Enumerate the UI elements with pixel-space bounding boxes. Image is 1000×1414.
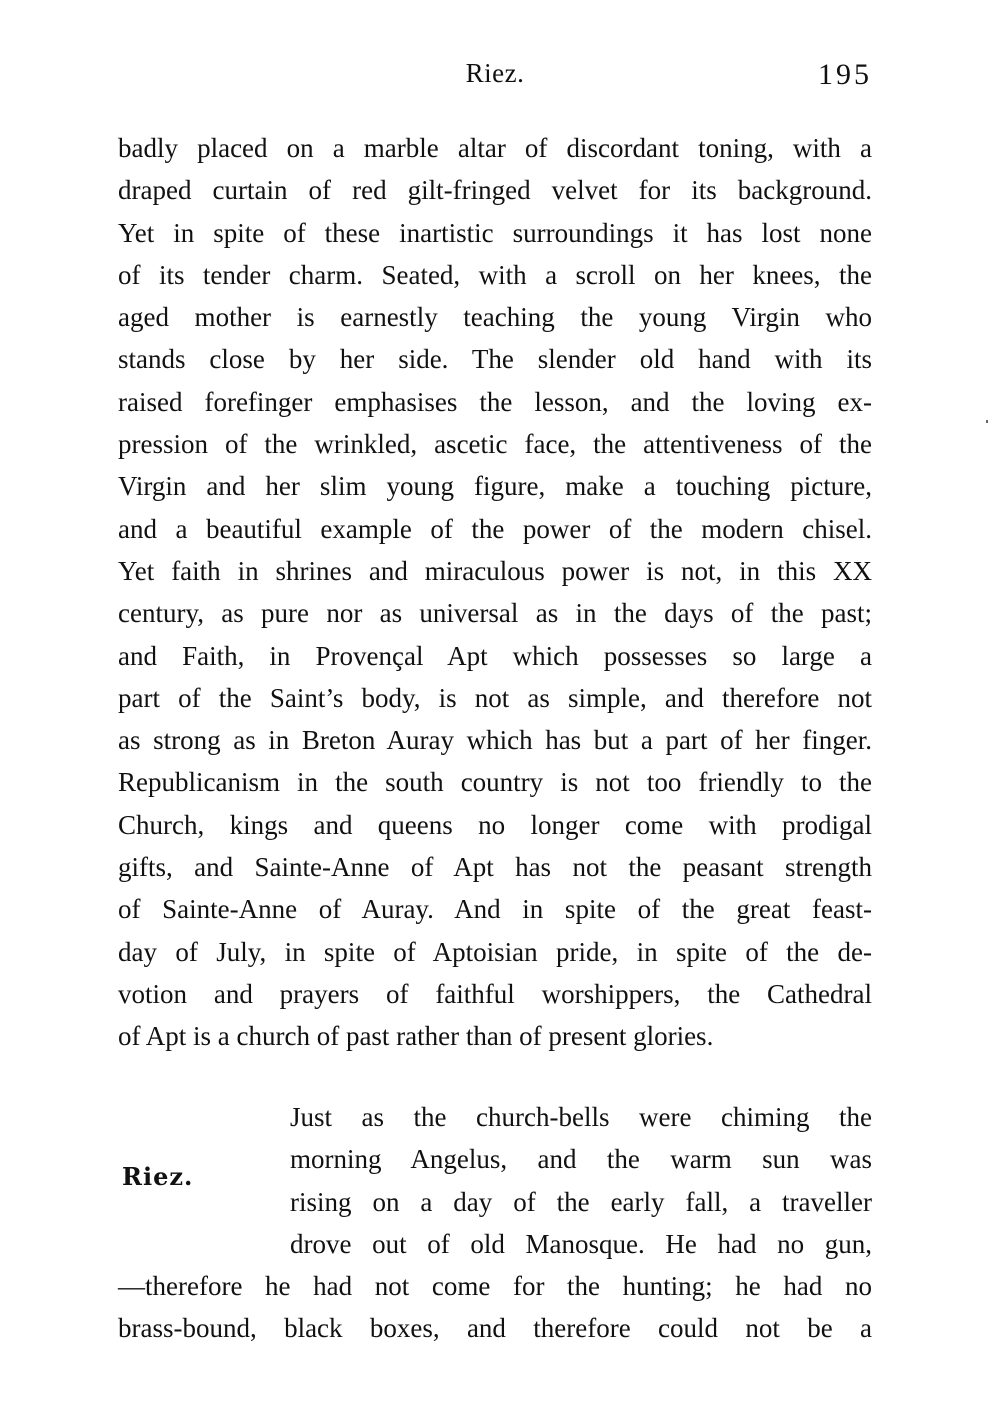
text-line: drove out of old Manosque. He had no gun, [290, 1228, 872, 1259]
text-line: stands close by her side. The slender old hand with its [118, 344, 872, 375]
running-head [118, 58, 872, 98]
text-line: of Apt is a church of past rather than of present glories. [118, 1021, 714, 1052]
text-line: aged mother is earnestly teaching the young Virgin who [118, 302, 872, 333]
text-line: Yet in spite of these inartistic surroundings it has lost none [118, 217, 872, 248]
page-number: 195 [818, 58, 872, 91]
margin-mark [986, 420, 988, 423]
text-line: and a beautiful example of the power of the modern chisel. [118, 513, 872, 544]
text-line: of Sainte-Anne of Auray. And in spite of the great feast- [118, 894, 872, 925]
paragraph-shrine [118, 127, 872, 1058]
paragraph-riez [118, 1096, 872, 1350]
text-line: Just as the church-bells were chiming the [290, 1102, 872, 1132]
text-line: Church, kings and queens no longer come with prodigal [118, 809, 872, 840]
text-line: Virgin and her slim young figure, make a touching picture, [118, 471, 872, 502]
text-line: pression of the wrinkled, ascetic face, the attentiveness of the [118, 429, 872, 460]
margin-sidenote: Riez. [122, 1162, 194, 1191]
text-line: Republicanism in the south country is not too friendly to the [118, 767, 872, 798]
running-title: Riez. [465, 58, 525, 88]
text-line: as strong as in Breton Auray which has but a part of her finger. [118, 725, 872, 756]
text-line: century, as pure nor as universal as in the days of the past; [118, 598, 872, 629]
text-line: —therefore he had not come for the hunting; he had no [118, 1271, 872, 1302]
text-line: and Faith, in Provençal Apt which possesses so large a [118, 640, 872, 671]
text-line: rising on a day of the early fall, a traveller [290, 1186, 872, 1217]
text-line: gifts, and Sainte-Anne of Apt has not the peasant strength [118, 852, 872, 883]
text-line: badly placed on a marble altar of discordant toning, with a [118, 133, 872, 163]
text-line: morning Angelus, and the warm sun was [290, 1144, 872, 1175]
text-line: of its tender charm. Seated, with a scroll on her knees, the [118, 259, 872, 290]
text-line: draped curtain of red gilt-fringed velvet for its background. [118, 175, 872, 206]
text-line: brass-bound, black boxes, and therefore could not be a [118, 1313, 872, 1344]
text-line: day of July, in spite of Aptoisian pride, in spite of the de- [118, 936, 872, 967]
text-line: Yet faith in shrines and miraculous power is not, in this XX [118, 555, 872, 586]
text-line: raised forefinger emphasises the lesson, and the loving ex- [118, 386, 872, 417]
text-line: part of the Saint’s body, is not as simple, and therefore not [118, 682, 872, 713]
text-line: votion and prayers of faithful worshippers, the Cathedral [118, 978, 872, 1009]
